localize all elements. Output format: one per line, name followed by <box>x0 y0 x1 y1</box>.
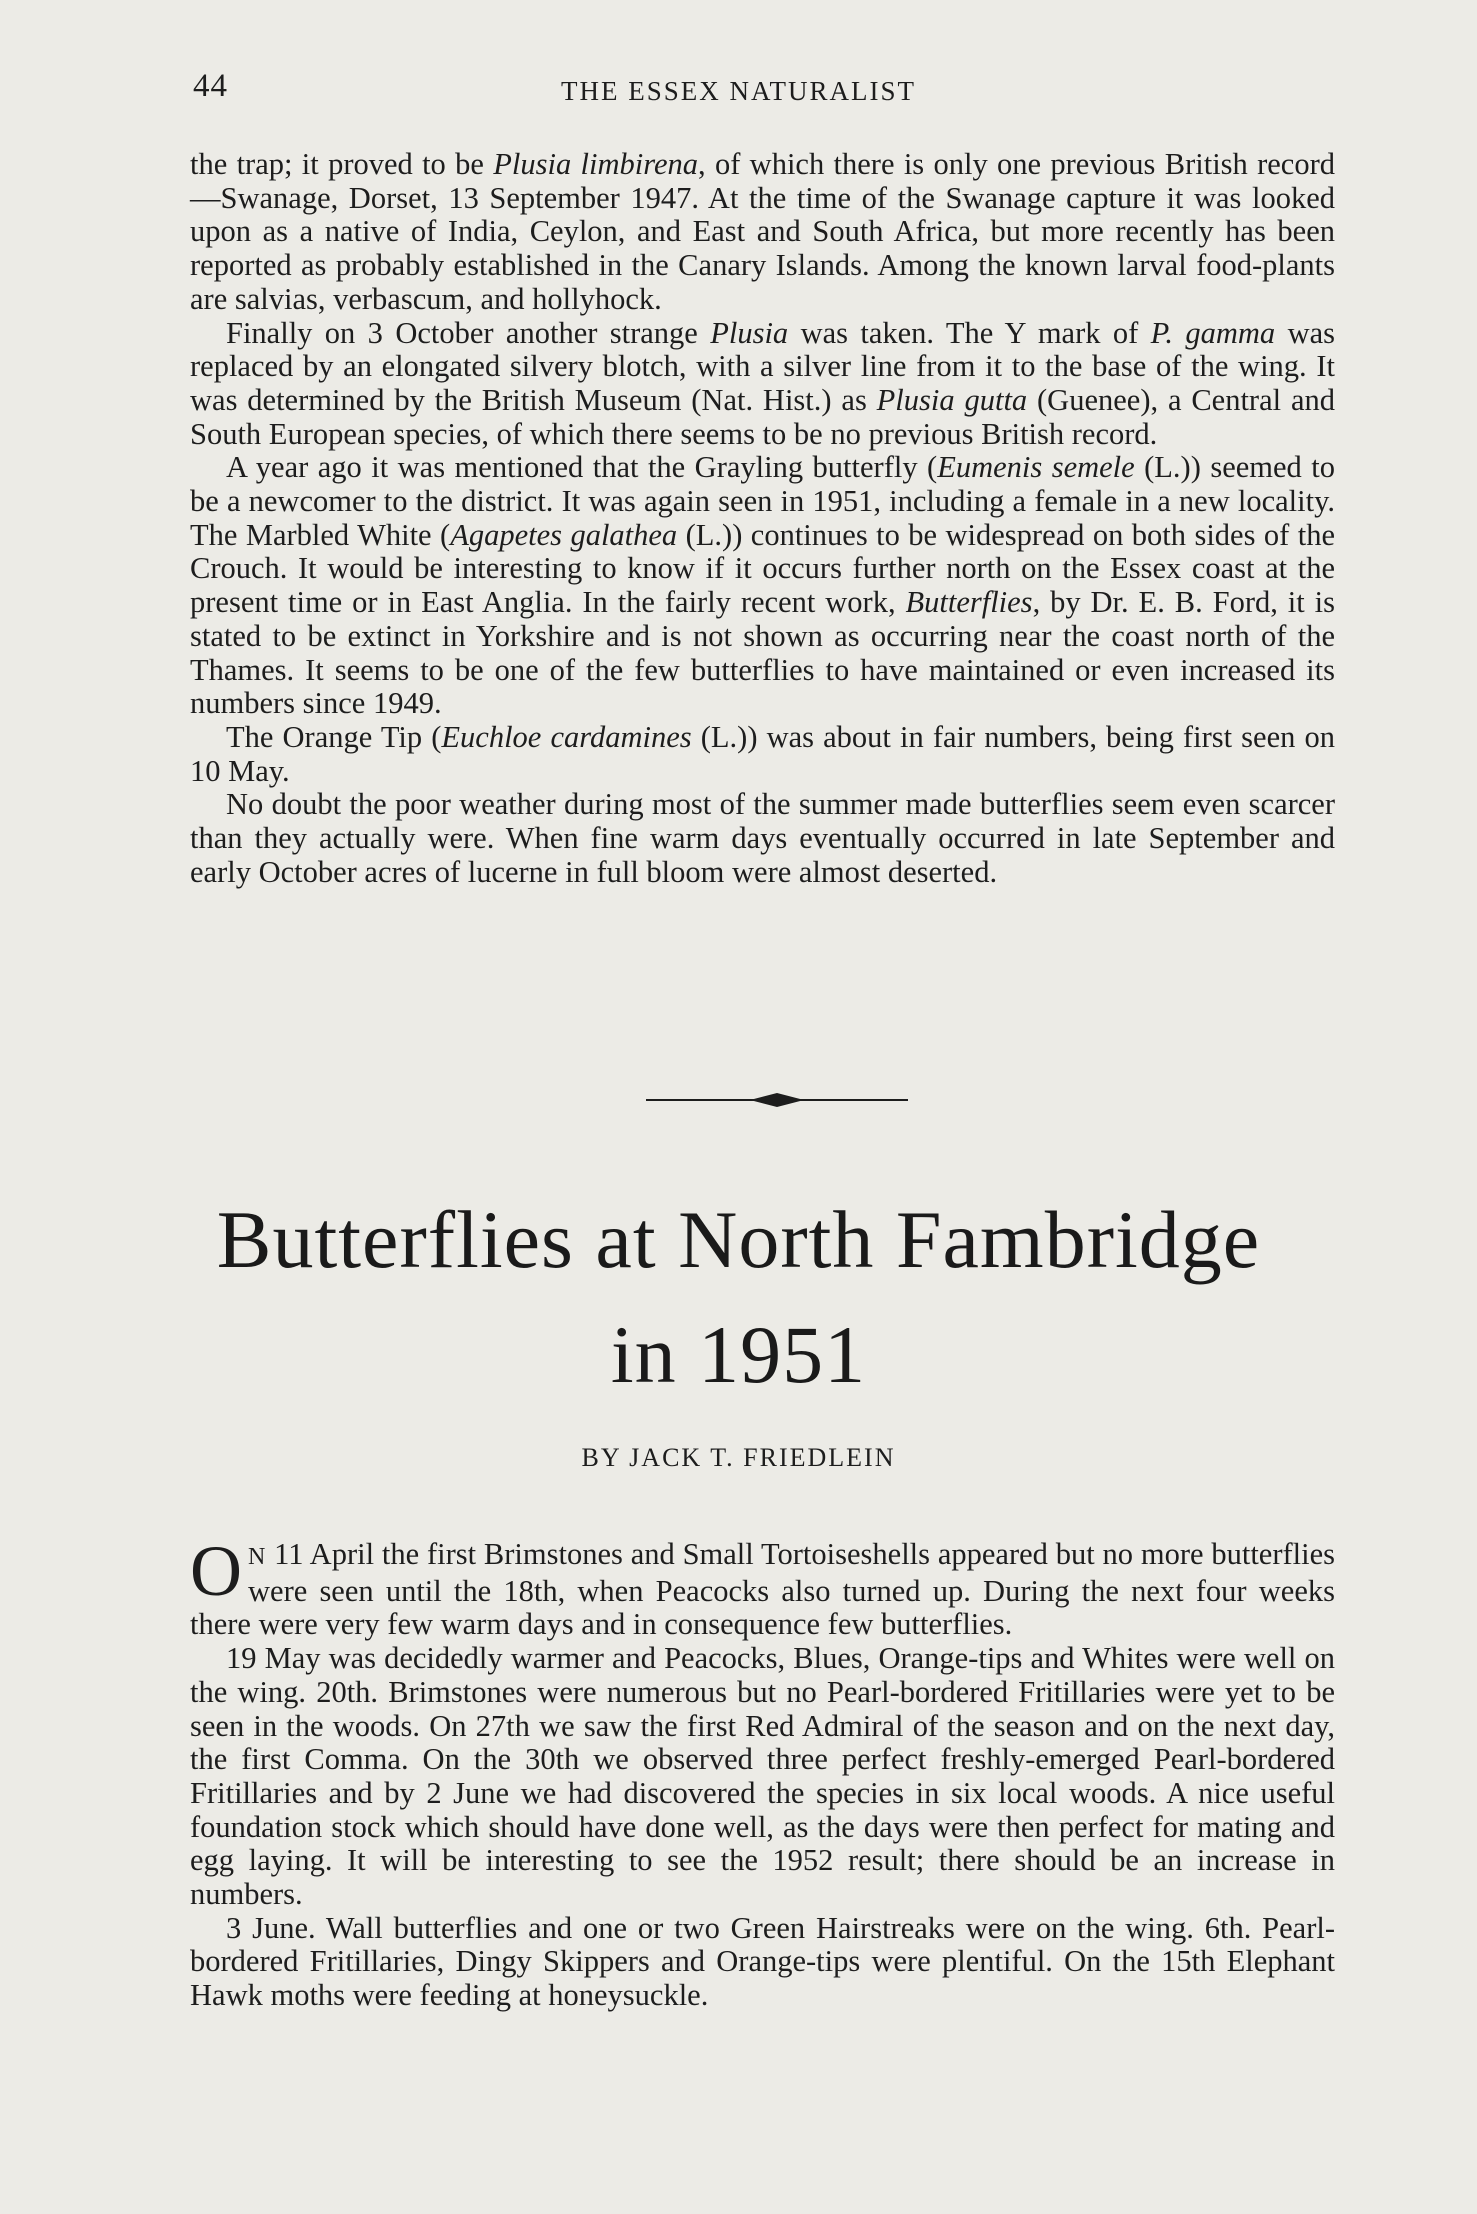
text-run: 3 June. Wall butterflies and one or two Green Hairstreaks were on the wing. 6th. Pearl-bordered Fritillaries, Dingy Skippers and Orange-tips were plentiful. On the 15th Elephant Hawk moths were feeding at honeysuckle. <box>190 1910 1335 2013</box>
section1-text <box>190 148 1335 889</box>
text-run: (L.)) seemed to be a newcomer to the district. It was again seen in 1951, including a female in a new locality. The Marbled White ( <box>190 450 1335 552</box>
text-run: , of which there is only one previous British record—Swanage, Dorset, 13 September 1947. At the time of the Swanage capture it was looked upon as a native of India, Ceylon, and East and South Africa, but more recently has been reported as probably established in the Canary Islands. Among the known larval food-plants are salvias, verbascum, and hollyhock. <box>190 147 1335 316</box>
paragraph <box>190 1912 1335 2013</box>
italic-text: Agapetes galathea <box>450 517 678 552</box>
text-run: The Orange Tip ( <box>226 719 442 754</box>
italic-text: Euchloe cardamines <box>441 719 692 754</box>
paragraph <box>190 788 1335 889</box>
italic-text: Eumenis semele <box>937 450 1135 485</box>
paragraph <box>190 317 1335 452</box>
article-title-line-1: Butterflies at North Fambridge <box>216 1194 1261 1285</box>
paragraph <box>190 721 1335 788</box>
text-run: 19 May was decidedly warmer and Peacocks, Blues, Orange-tips and Whites were well on the wing. 20th. Brimstones were numerous but no Pearl-bordered Fritillaries were yet to be seen in the woods. On 27th we saw the first Red Admiral of the season and on the next day, the first Comma. On the 30th we observed three perfect freshly-emerged Pearl-bordered Fritillaries and by 2 June we had discovered the species in six local woods. A nice useful foundation stock which should have done well, as the days were then perfect for mating and egg laying. It will be interesting to see the 1952 result; there should be an increase in numbers. <box>190 1641 1335 1912</box>
text-run: No doubt the poor weather during most of the summer made butterflies seem even scarcer than they actually were. When fine warm days eventually occurred in late September and early October acres of lucerne in full bloom were almost deserted. <box>190 787 1335 889</box>
section-ornament <box>646 1088 908 1112</box>
italic-text: Butterflies <box>905 585 1033 620</box>
text-run: A year ago it was mentioned that the Grayling butterfly ( <box>226 450 938 485</box>
italic-text: Plusia limbirena <box>493 147 698 181</box>
drop-cap: O <box>190 1531 242 1611</box>
text-run: was replaced by an elongated silvery blotch, with a silver line from it to the base of the wing. It was determined by the British Museum (Nat. Hist.) as <box>190 315 1336 417</box>
text-run: (Guenee), a Central and South European species, of which there seems to be no previous British record. <box>190 382 1335 451</box>
article-text <box>190 1531 1335 2013</box>
text-run: , by Dr. E. B. Ford, it is stated to be extinct in Yorkshire and is not shown as occurring near the coast north of the Thames. It seems to be one of the few butterflies to have maintained or even increased its numbers since 1949. <box>190 585 1335 721</box>
text-run: (L.)) was about in fair numbers, being first seen on 10 May. <box>190 719 1335 788</box>
text-run: was taken. The Y mark of <box>788 315 1151 350</box>
italic-text: Plusia <box>710 315 789 350</box>
paragraph <box>190 1531 1335 1642</box>
lead-small-caps: N <box>248 1544 267 1570</box>
paragraph <box>190 1642 1335 1912</box>
running-head: THE ESSEX NATURALIST <box>561 76 916 106</box>
italic-text: P. gamma <box>1150 315 1276 350</box>
article-title-line-2: in 1951 <box>610 1309 867 1400</box>
text-run: 11 April the first Brimstones and Small Tortoiseshells appeared but no more butterflies were seen until the 18th, when Peacocks also turned up. During the next four weeks there were very few warm days and in consequence few butterflies. <box>190 1537 1335 1642</box>
page-number: 44 <box>193 68 228 104</box>
paragraph <box>190 451 1335 721</box>
text-run: the trap; it proved to be <box>190 147 494 181</box>
paragraph <box>190 148 1335 317</box>
italic-text: Plusia gutta <box>876 382 1028 417</box>
byline: BY JACK T. FRIEDLEIN <box>581 1443 896 1472</box>
text-run: Finally on 3 October another strange <box>226 315 711 350</box>
text-run: (L.)) continues to be widespread on both sides of the Crouch. It would be interesting to know if it occurs further north on the Essex coast at the present time or in East Anglia. In the fairly recent work, <box>190 517 1335 620</box>
